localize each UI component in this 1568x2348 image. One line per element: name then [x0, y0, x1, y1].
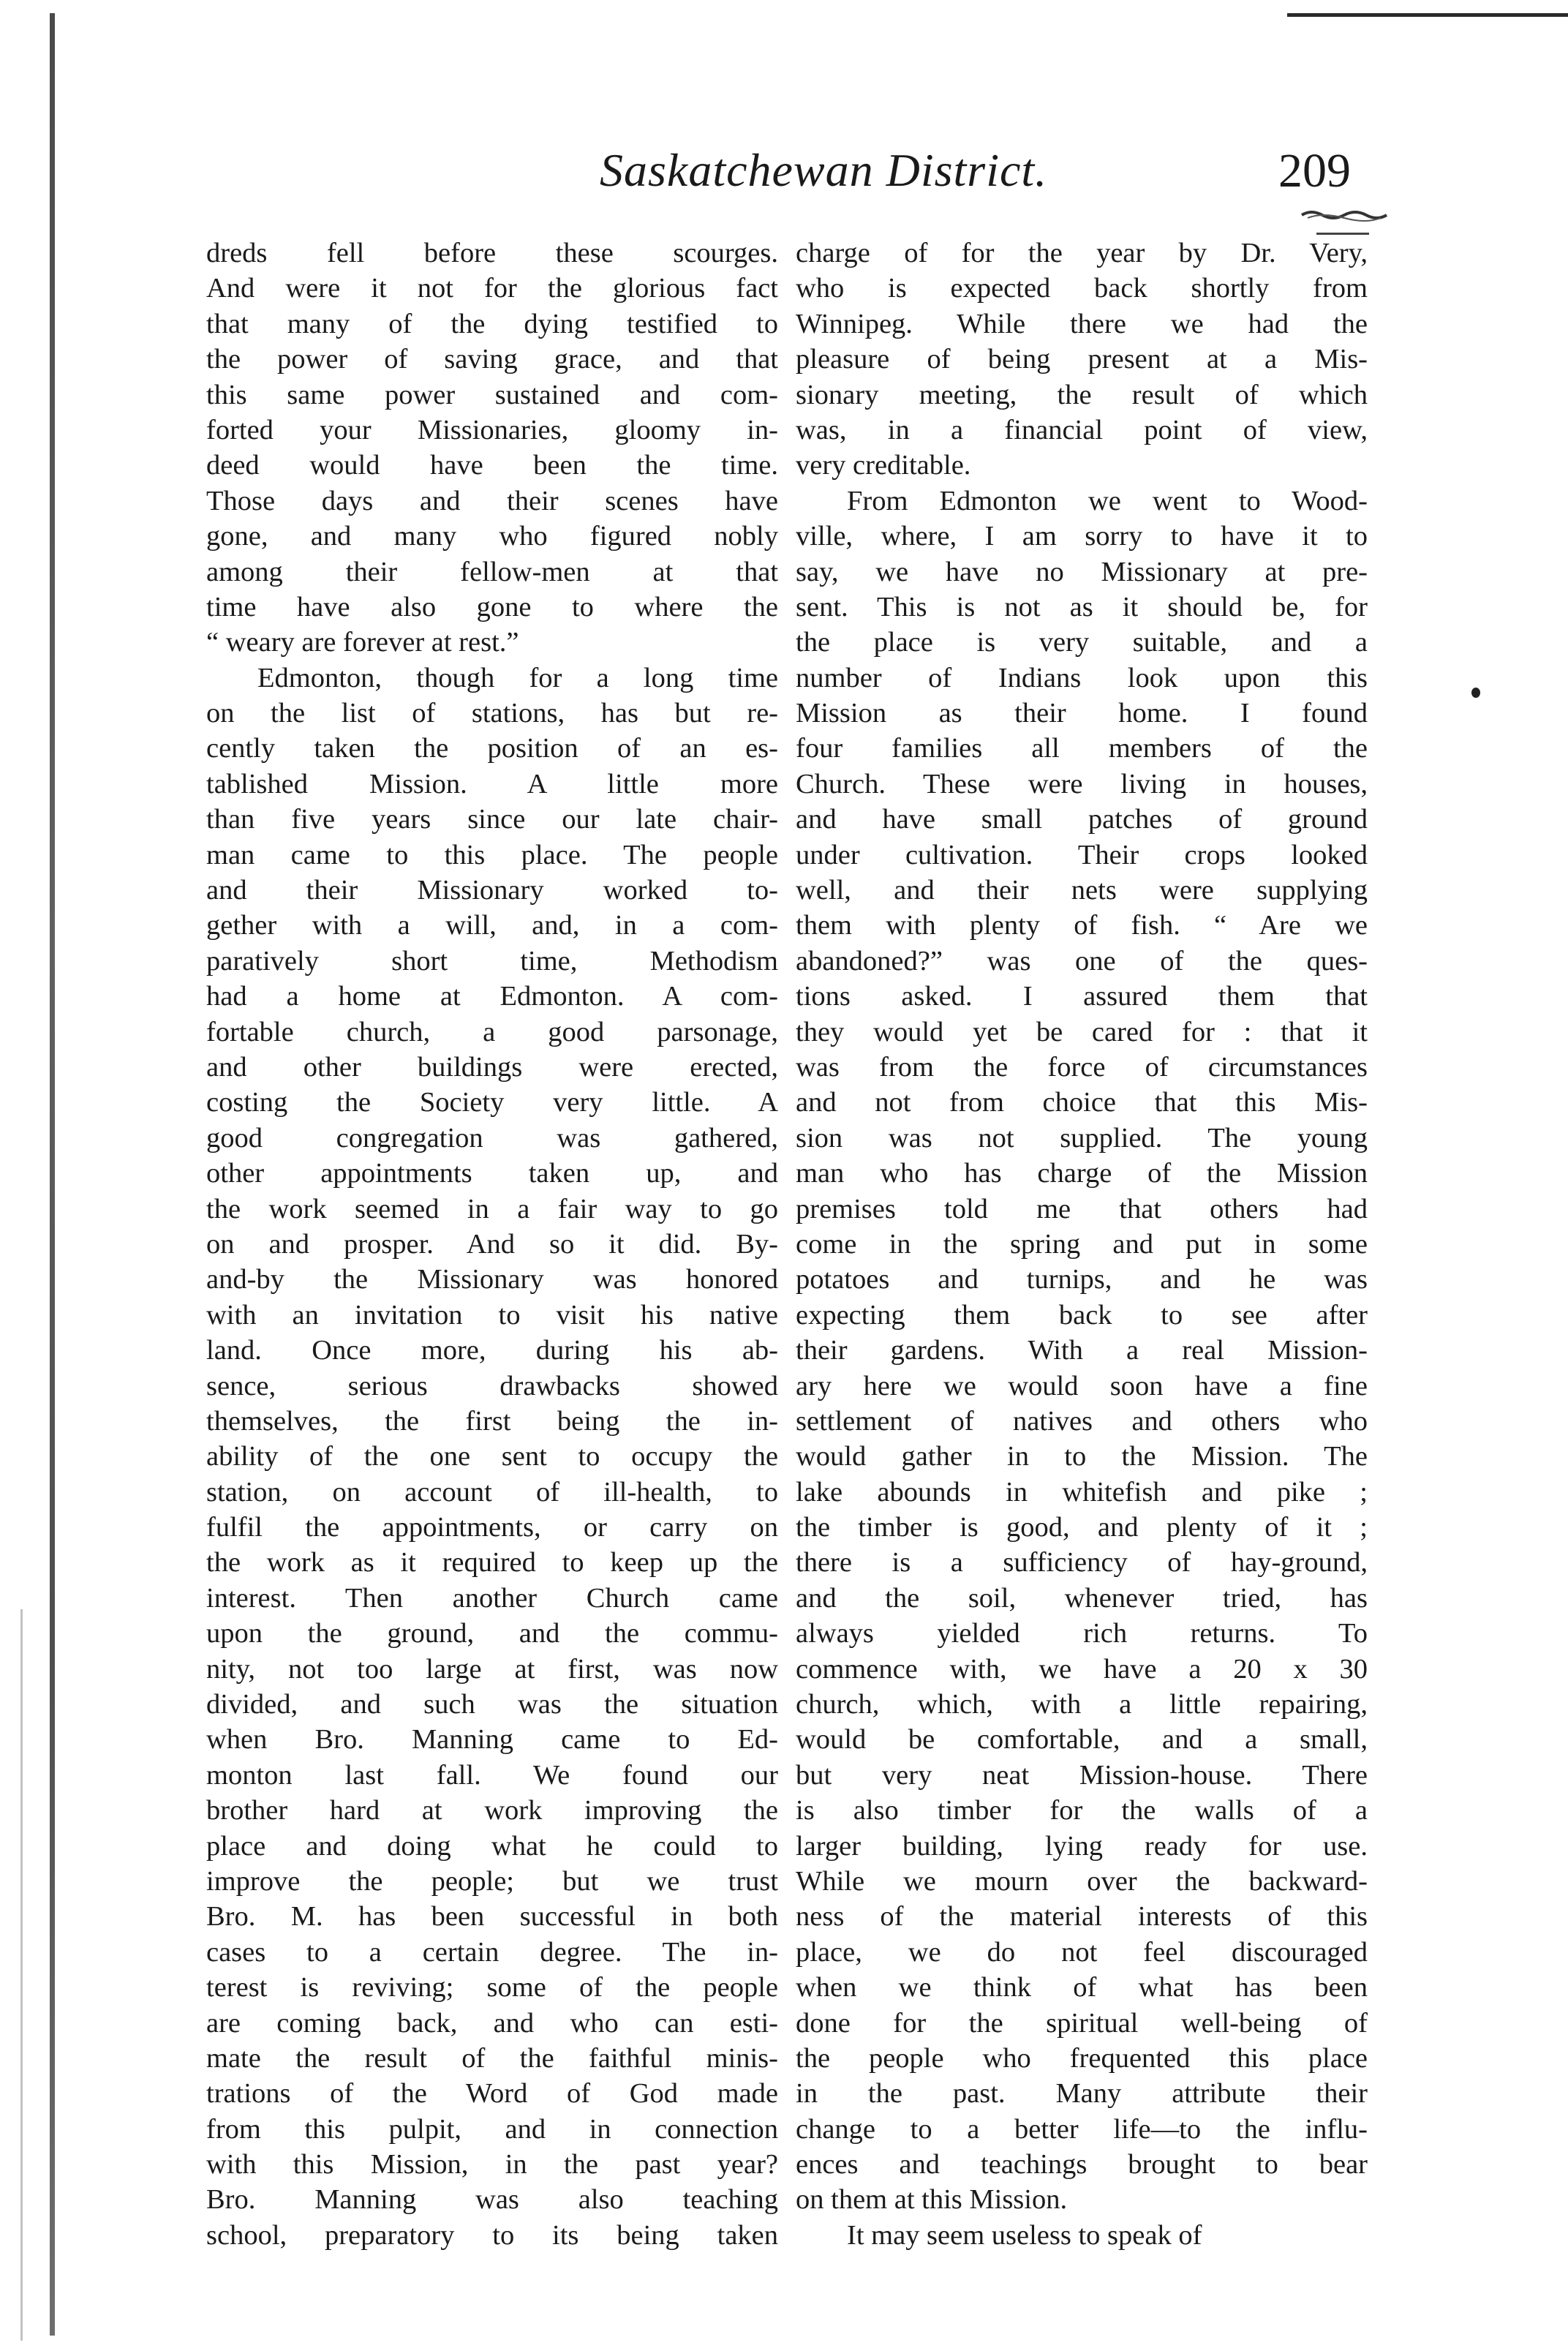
text-line: fortable church, a good parsonage, [206, 1016, 778, 1047]
text-line: number of Indians look upon this [796, 662, 1368, 693]
text-line: done for the spiritual well-being of [796, 2007, 1368, 2039]
page-number: 209 [1278, 144, 1351, 197]
text-line: from this pulpit, and in connection [206, 2113, 778, 2145]
text-line: lake abounds in whitefish and pike ; [796, 1476, 1368, 1508]
text-line: come in the spring and put in some [796, 1228, 1368, 1260]
text-line: terest is reviving; some of the people [206, 1972, 778, 2003]
text-line: who is expected back shortly from [796, 273, 1368, 304]
text-line: While we mourn over the backward- [796, 1865, 1368, 1897]
text-line: their gardens. With a real Mission- [796, 1335, 1368, 1366]
text-line: ary here we would soon have a fine [796, 1370, 1368, 1401]
text-line: ville, where, I am sorry to have it to [796, 521, 1368, 552]
text-line: and-by the Missionary was honored [206, 1264, 778, 1295]
text-line: land. Once more, during his ab- [206, 1335, 778, 1366]
text-line: forted your Missionaries, gloomy in- [206, 414, 778, 445]
text-line: costing the Society very little. A [206, 1087, 778, 1118]
text-line: ences and teachings brought to bear [796, 2149, 1368, 2180]
text-line: time have also gone to where the [206, 591, 778, 622]
text-line: ability of the one sent to occupy the [206, 1441, 778, 1472]
text-line: other appointments taken up, and [206, 1158, 778, 1189]
text-line: this same power sustained and com- [206, 379, 778, 410]
text-line: gone, and many who figured nobly [206, 521, 778, 552]
text-line: would gather in to the Mission. The [796, 1441, 1368, 1472]
text-line: pleasure of being present at a Mis- [796, 344, 1368, 375]
text-line: and other buildings were erected, [206, 1051, 778, 1083]
text-line: cases to a certain degree. The in- [206, 1936, 778, 1968]
text-line: say, we have no Missionary at pre- [796, 556, 1368, 587]
text-line: tions asked. I assured them that [796, 981, 1368, 1012]
text-line: improve the people; but we trust [206, 1865, 778, 1897]
text-line: Those days and their scenes have [206, 485, 778, 516]
text-line: and their Missionary worked to- [206, 875, 778, 906]
text-line: and have small patches of ground [796, 804, 1368, 835]
text-line: had a home at Edmonton. A com- [206, 981, 778, 1012]
text-line: Church. These were living in houses, [796, 768, 1368, 799]
header-ornament [1300, 208, 1388, 222]
text-line: change to a better life—to the influ- [796, 2113, 1368, 2145]
text-line: and the soil, whenever tried, has [796, 1582, 1368, 1614]
text-line: tablished Mission. A little more [206, 768, 778, 799]
text-line: From Edmonton we went to Wood- [847, 485, 1368, 516]
text-line: in the past. Many attribute their [796, 2078, 1368, 2110]
text-line: mate the result of the faithful minis- [206, 2042, 778, 2074]
text-line: the people who frequented this place [796, 2042, 1368, 2074]
text-line: themselves, the first being the in- [206, 1405, 778, 1437]
top-rule [1287, 13, 1568, 17]
text-line: very creditable. [796, 450, 971, 481]
text-line: Bro. M. has been successful in both [206, 1901, 778, 1933]
text-line: abandoned?” was one of the ques- [796, 945, 1368, 977]
text-line: upon the ground, and the commu- [206, 1618, 778, 1649]
text-line: sence, serious drawbacks showed [206, 1370, 778, 1401]
text-line: sion was not supplied. The young [796, 1122, 1368, 1154]
text-line: church, which, with a little repairing, [796, 1689, 1368, 1720]
text-line: place, we do not feel discouraged [796, 1936, 1368, 1968]
text-line: commence with, we have a 20 x 30 [796, 1653, 1368, 1685]
text-line: would be comfortable, and a small, [796, 1724, 1368, 1756]
text-line: when we think of what has been [796, 1972, 1368, 2003]
text-line: good congregation was gathered, [206, 1122, 778, 1154]
text-line: deed would have been the time. [206, 450, 778, 481]
text-line: but very neat Mission-house. There [796, 1759, 1368, 1791]
text-line: It may seem useless to speak of [847, 2219, 1202, 2251]
text-line: brother hard at work improving the [206, 1795, 778, 1826]
text-line: potatoes and turnips, and he was [796, 1264, 1368, 1295]
text-line: sent. This is not as it should be, for [796, 591, 1368, 622]
running-head: Saskatchewan District. [600, 144, 1048, 196]
margin-mark [1471, 688, 1480, 698]
text-line: monton last fall. We found our [206, 1759, 778, 1791]
text-line: fulfil the appointments, or carry on [206, 1512, 778, 1543]
text-line: station, on account of ill-health, to [206, 1476, 778, 1508]
text-line: ness of the material interests of this [796, 1901, 1368, 1933]
text-line: is also timber for the walls of a [796, 1795, 1368, 1826]
text-line: was, in a financial point of view, [796, 414, 1368, 445]
text-line: interest. Then another Church came [206, 1582, 778, 1614]
text-line: paratively short time, Methodism [206, 945, 778, 977]
text-line: on them at this Mission. [796, 2184, 1068, 2216]
text-line: Bro. Manning was also teaching [206, 2184, 778, 2216]
text-line: charge of for the year by Dr. Very, [796, 238, 1368, 268]
text-line: the work seemed in a fair way to go [206, 1193, 778, 1224]
text-line: there is a sufficiency of hay-ground, [796, 1547, 1368, 1578]
text-line: with this Mission, in the past year? [206, 2149, 778, 2180]
text-line: well, and their nets were supplying [796, 875, 1368, 906]
text-line: settlement of natives and others who [796, 1405, 1368, 1437]
header-ornament-dash [1316, 233, 1369, 235]
text-line: nity, not too large at first, was now [206, 1653, 778, 1685]
text-line: “ weary are forever at rest.” [206, 627, 519, 658]
text-line: trations of the Word of God made [206, 2078, 778, 2110]
text-line: place and doing what he could to [206, 1830, 778, 1862]
text-line: gether with a will, and, in a com- [206, 910, 778, 941]
right-column [796, 236, 1368, 2253]
text-line: when Bro. Manning came to Ed- [206, 1724, 778, 1756]
text-line: Mission as their home. I found [796, 698, 1368, 729]
text-line: four families all members of the [796, 733, 1368, 764]
text-line: dreds fell before these scourges. [206, 238, 778, 268]
text-line: expecting them back to see after [796, 1299, 1368, 1331]
text-line: than five years since our late chair- [206, 804, 778, 835]
text-line: the work as it required to keep up the [206, 1547, 778, 1578]
text-line: divided, and such was the situation [206, 1689, 778, 1720]
left-column [206, 236, 778, 2253]
text-line: that many of the dying testified to [206, 308, 778, 339]
text-line: always yielded rich returns. To [796, 1618, 1368, 1649]
text-line: on and prosper. And so it did. By- [206, 1228, 778, 1260]
text-line: And were it not for the glorious fact [206, 273, 778, 304]
text-line: man came to this place. The people [206, 839, 778, 870]
text-line: on the list of stations, has but re- [206, 698, 778, 729]
text-line: they would yet be cared for : that it [796, 1016, 1368, 1047]
text-line: are coming back, and who can esti- [206, 2007, 778, 2039]
text-line: sionary meeting, the result of which [796, 379, 1368, 410]
text-line: cently taken the position of an es- [206, 733, 778, 764]
text-line: school, preparatory to its being taken [206, 2219, 778, 2251]
text-line: the timber is good, and plenty of it ; [796, 1512, 1368, 1543]
text-line: under cultivation. Their crops looked [796, 839, 1368, 870]
text-line: Winnipeg. While there we had the [796, 308, 1368, 339]
scan-margin-line [50, 13, 55, 2336]
text-line: man who has charge of the Mission [796, 1158, 1368, 1189]
scan-margin-line-faint [20, 1609, 23, 2341]
text-line: and not from choice that this Mis- [796, 1087, 1368, 1118]
text-line: the power of saving grace, and that [206, 344, 778, 375]
text-line: Edmonton, though for a long time [257, 662, 778, 693]
text-line: larger building, lying ready for use. [796, 1830, 1368, 1862]
text-line: premises told me that others had [796, 1193, 1368, 1224]
text-line: among their fellow-men at that [206, 556, 778, 587]
text-line: was from the force of circumstances [796, 1051, 1368, 1083]
text-line: with an invitation to visit his native [206, 1299, 778, 1331]
text-line: them with plenty of fish. “ Are we [796, 910, 1368, 941]
text-line: the place is very suitable, and a [796, 627, 1368, 658]
